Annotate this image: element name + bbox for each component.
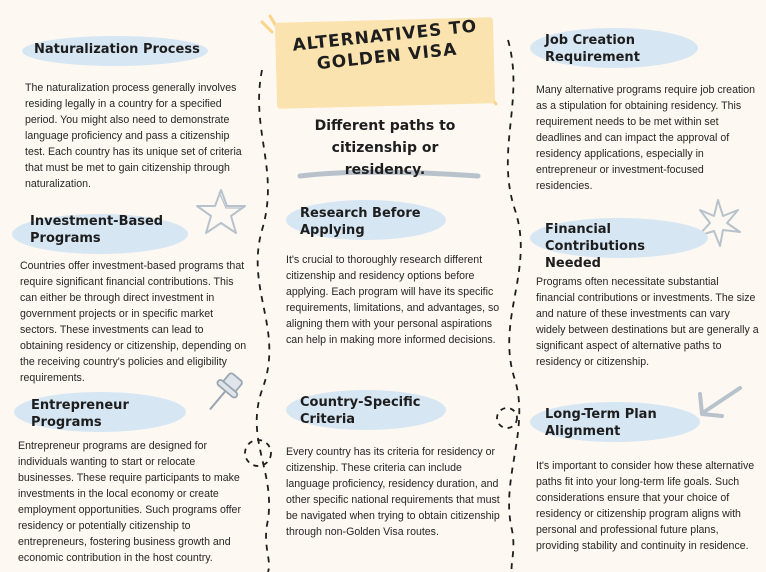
- naturalization-body: The naturalization process generally involves residing legally in a country for a specified period. You might also need to demonstrate language proficiency and pass a citizenship test. Each country has its unique set of criteria that must be met to gain citizenship through naturalization.: [25, 82, 242, 190]
- research-heading: Research Before Applying: [300, 206, 421, 238]
- naturalization-heading: Naturalization Process: [34, 42, 200, 57]
- arrow-icon: [700, 388, 740, 416]
- page-title: ALTERNATIVES TO GOLDEN VISA: [291, 16, 479, 75]
- financial-heading: Financial Contributions Needed: [545, 222, 645, 271]
- country-body: Every country has its criteria for residency or citizenship. These criteria can include language proficiency, residency duration, and other specific national requirements that must be navigated when trying to obtain citizenship through non-Golden Visa routes.: [286, 446, 500, 538]
- job-heading: Job Creation Requirement: [545, 33, 640, 65]
- research-body: It's crucial to thoroughly research different citizenship and residency options before applying. Each program will have its specific requirements, limitations, and advantages, so aligning them with your personal aspirations can help in making more informed decisions.: [286, 254, 500, 346]
- right-dashed-divider: [508, 40, 521, 572]
- job-body: Many alternative programs require job creation as a stipulation for obtaining residency. This requirement needs to be met within set deadlines and can impact the approval of residency applications, especially in entrepreneur or investment-focused residencies.: [536, 84, 756, 192]
- page-subtitle: Different paths to citizenship or residency.: [314, 118, 456, 178]
- left-dashed-divider: [257, 70, 270, 572]
- financial-body: Programs often necessitate substantial financial contributions or investments. The size and nature of these investments can vary widely between destinations but are generally a significant aspect of alternative paths to residency or citizenship.: [536, 276, 759, 368]
- investment-body: Countries offer investment-based programs that require significant financial contributions. This can either be through direct investment in government projects or in specific market sectors. These investments can lead to obtaining residency or citizenship, depending on the receiving country's policies and eligibility requirements.: [20, 260, 247, 384]
- entrepreneur-body: Entrepreneur programs are designed for individuals wanting to start or relocate businesses. These require participants to make investments in the local economy or create employment opportunities. Such programs offer residency or potentially citizenship to entrepreneurs, fostering business growth and economic contribution in the host country.: [18, 440, 241, 564]
- star-icon: [197, 190, 245, 233]
- country-heading: Country-Specific Criteria: [300, 395, 421, 427]
- longterm-body: It's important to consider how these alternative paths fit into your long-term life goals. Such considerations ensure that your choice of residency or citizenship program aligns with personal and professional future plans, providing stability and continuity in residence.: [536, 460, 755, 552]
- longterm-heading: Long-Term Plan Alignment: [545, 407, 657, 439]
- entrepreneur-heading: Entrepreneur Programs: [31, 398, 129, 430]
- investment-heading: Investment-Based Programs: [30, 214, 164, 246]
